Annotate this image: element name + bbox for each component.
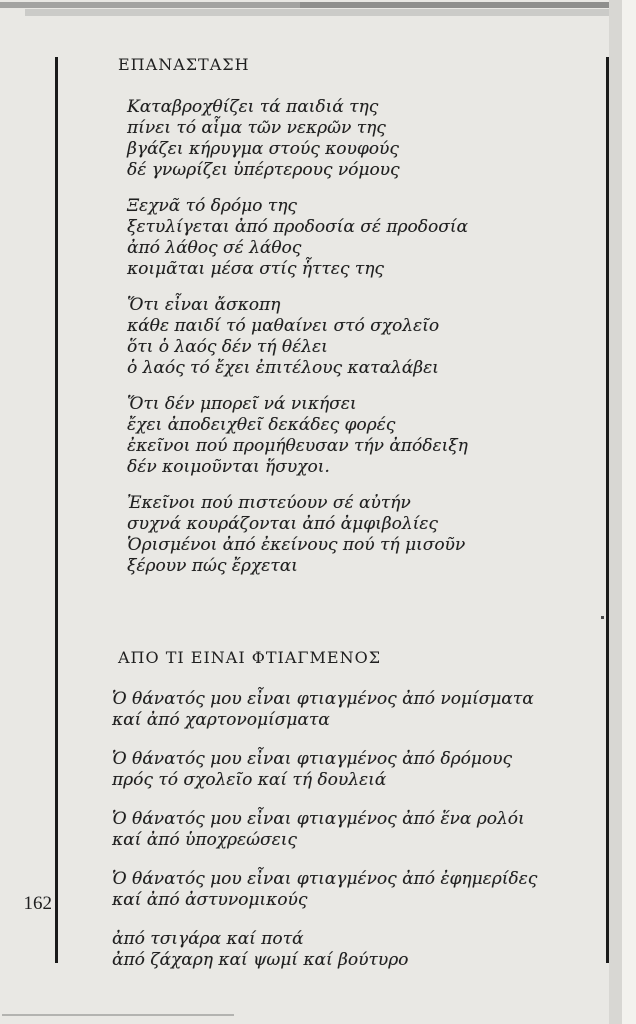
poem-line: καί ἀπό ἀστυνομικούς [112, 890, 308, 910]
poem-title-apo-ti-einai-ftiagmenos: ΑΠΟ ΤΙ ΕΙΝΑΙ ΦΤΙΑΓΜΕΝΟΣ [118, 648, 382, 667]
poem-line: κοιμᾶται μέσα στίς ἧττες της [127, 259, 384, 279]
scan-edge-top-dark [300, 2, 636, 8]
poem-line: κάθε παιδί τό μαθαίνει στό σχολεῖο [127, 316, 440, 336]
poem-line: Ὅτι εἶναι ἄσκοπη [127, 295, 281, 315]
poem-line: ξετυλίγεται ἀπό προδοσία σέ προδοσία [127, 217, 468, 237]
poem-body-apo-ti-einai-ftiagmenos [112, 689, 537, 989]
scan-edge-right [622, 0, 636, 1024]
poem-line: Καταβροχθίζει τά παιδιά της [127, 97, 379, 117]
stanza [112, 809, 537, 851]
poem-line: ἔχει ἀποδειχθεῖ δεκάδες φορές [127, 415, 396, 435]
poem-line: δέ γνωρίζει ὑπέρτερους νόμους [127, 160, 400, 180]
scan-edge-top-shade [25, 9, 636, 16]
poem-line: ἐκεῖνοι πού προμήθευσαν τήν ἀπόδειξη [127, 436, 468, 456]
poem-line: πρός τό σχολεῖο καί τή δουλειά [112, 770, 387, 790]
poem-line: συχνά κουράζονται ἀπό ἀμφιβολίες [127, 514, 438, 534]
poem-line: Ξεχνᾶ τό δρόμο της [127, 196, 297, 216]
poem-line: ἀπό λάθος σέ λάθος [127, 238, 302, 258]
poem-line: ὅτι ὁ λαός δέν τή θέλει [127, 337, 328, 357]
scan-line-bottom [2, 1014, 234, 1016]
poem-line: καί ἀπό χαρτονομίσματα [112, 710, 330, 730]
stanza [112, 869, 537, 911]
poem-line: καί ἀπό ὑποχρεώσεις [112, 830, 297, 850]
poem-line: Ὁρισμένοι ἀπό ἐκείνους πού τή μισοῦν [127, 535, 466, 555]
poem-line: ἀπό ζάχαρη καί ψωμί καί βούτυρο [112, 950, 409, 970]
poem-line: Ὁ θάνατός μου εἶναι φτιαγμένος ἀπό δρόμους [112, 749, 512, 769]
poem-line: ὁ λαός τό ἔχει ἐπιτέλους καταλάβει [127, 358, 439, 378]
stanza [127, 295, 468, 379]
poem-line: Ὁ θάνατός μου εἶναι φτιαγμένος ἀπό νομίσματα [112, 689, 534, 709]
poem-line: πίνει τό αἷμα τῶν νεκρῶν της [127, 118, 386, 138]
poem-line: δέν κοιμοῦνται ἥσυχοι. [127, 457, 330, 477]
poem-line: Ὁ θάνατός μου εἶναι φτιαγμένος ἀπό ἕνα ρολόι [112, 809, 525, 829]
stanza [112, 689, 537, 731]
stanza [127, 394, 468, 478]
poem-line: ξέρουν πώς ἔρχεται [127, 556, 298, 576]
left-border-rule [55, 57, 58, 963]
page-number: 162 [23, 893, 52, 914]
stanza [127, 493, 468, 577]
scan-shadow-right [609, 0, 622, 1024]
stanza [112, 929, 537, 971]
poem-title-epanastasi: ΕΠΑΝΑΣΤΑΣΗ [118, 55, 250, 74]
poem-line: Ἐκεῖνοι πού πιστεύουν σέ αὐτήν [127, 493, 411, 513]
stanza [127, 196, 468, 280]
poem-line: Ὅτι δέν μπορεῖ νά νικήσει [127, 394, 357, 414]
poem-line: βγάζει κήρυγμα στούς κουφούς [127, 139, 399, 159]
stanza [112, 749, 537, 791]
poem-body-epanastasi [127, 97, 468, 592]
stanza [127, 97, 468, 181]
poem-line: Ὁ θάνατός μου εἶναι φτιαγμένος ἀπό ἐφημερίδες [112, 869, 538, 889]
poem-line: ἀπό τσιγάρα καί ποτά [112, 929, 304, 949]
right-border-rule [606, 57, 609, 963]
scan-speck [601, 616, 604, 619]
